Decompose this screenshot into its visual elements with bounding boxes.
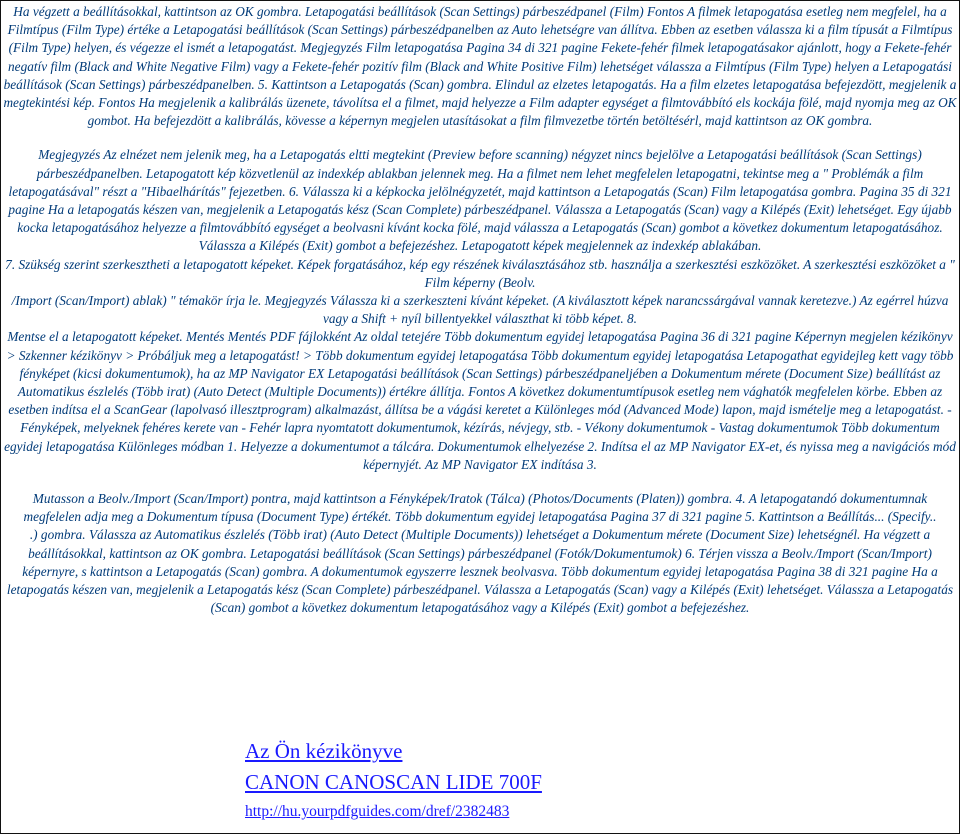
paragraph-5: Mentse el a letapogatott képeket. Mentés Mentés PDF fájlokként Az oldal tetejére Több dokumentum egyidej letapogatása Pagina 36 di 321 pagine Képernyn megjelen kézikönyv > Szkenner kézikönyv > Próbáljuk meg a letapogatást! > Több dokumentum egyidej letapogatása Több dokumentum egyidej letapogatása Letapogathat egyidejleg kett vagy több fényképet (kicsi dokumentumok), ha az MP Navigator EX Letapogatási beállítások (Scan Settings) párbeszédpaneljében a Dokumentum mérete (Document Size) beállítást az Automatikus észlelés (Több irat) (Auto Detect (Multiple Documents)) értékre állítja. Fontos A következ dokumentumtípusok esetleg nem vághatók megfelelen körbe. Ebben az esetben indítsa el a ScanGear (lapolvasó illesztprogram) alkalmazást, állítsa be a vágási keretet a Különleges mód (Advanced Mode) lapon, majd ismételje meg a letapogatást. - Fényképek, melyeknek fehéres kerete van - Fehér lapra nyomtatott dokumentumok, kézírás, névjegy, stb. - Vékony dokumentumok - Vastag dokumentumok Több dokumentum egyidej letapogatása Különleges módban 1. Helyezze a dokumentumot a tálcára. Dokumentumok elhelyezése 2. Indítsa el az MP Navigator EX-et, és nyissa meg a navigációs mód képernyjét. Az MP Navigator EX indítása 3. (4, 329, 956, 472)
paragraph-2: Megjegyzés Az elnézet nem jelenik meg, ha a Letapogatás eltti megtekint (Preview before scanning) négyzet nincs bejelölve a Letapogatási beállítások (Scan Settings) párbeszédpanelben. Letapogatott kép közvetlenül az indexkép ablakban jelennek meg. Ha a filmet nem lehet megfelelen letapogatni, tekintse meg a " Problémák a film letapogatásával" részt a "Hibaelhárítás" fejezetben. 6. Válassza ki a képkocka jelölnégyzetét, majd kattintson a Letapogatás (Scan) Film letapogatása gombra. Pagina 35 di 321 pagine Ha a letapogatás készen van, megjelenik a Letapogatás kész (Scan Complete) párbeszédpanel. Válassza a Letapogatás (Scan) vagy a Kilépés (Exit) lehetséget. Egy újabb kocka letapogatásához helyezze a filmtovábbító egységet a beolvasni kívánt kocka fölé, majd válassza a Letapogatás (Scan) gombot a következ dokumentum letapogatásához. Válassza a Kilépés (Exit) gombot a befejezéshez. Letapogatott képek megjelennek az indexkép ablakában. (8, 147, 952, 254)
paragraph-7: .) gombra. Válassza az Automatikus észlelés (Több irat) (Auto Detect (Multiple Documents)) lehetséget a Dokumentum mérete (Document Size) lehetségnél. Ha végzett a beállításokkal, kattintson az OK gombra. Letapogatási beállítások (Scan Settings) párbeszédpanel (Fotók/Dokumentumok) 6. Térjen vissza a Beolv./Import (Scan/Import) képernyre, s kattintson a Letapogatás (Scan) gombra. A dokumentumok egyszerre lesznek beolvasva. Több dokumentum egyidej letapogatása Pagina 38 di 321 pagine Ha a letapogatás készen van, megjelenik a Letapogatás kész (Scan Complete) párbeszédpanel. Válassza a Letapogatás (Scan) vagy a Kilépés (Exit) lehetséget. Válassza a Letapogatás (Scan) gombot a következ dokumentum letapogatásához vagy a Kilépés (Exit) gombot a befejezéshez. (6, 527, 954, 616)
paragraph-3: 7. Szükség szerint szerkesztheti a letapogatott képeket. Képek forgatásához, kép egy részének kiválasztásához stb. használja a szerkesztési eszközöket. A szerkesztési eszközöket a " Film képerny (Beolv. (5, 256, 955, 290)
paragraph-4: /Import (Scan/Import) ablak) " témakör írja le. Megjegyzés Válassza ki a szerkeszteni kívánt képeket. (A kiválasztott képek narancssárgával vannak keretezve.) Az egérrel húzva vagy a Shift + nyíl billentyekkel választhat ki több képet. 8. (11, 293, 949, 327)
source-url-link[interactable]: http://hu.yourpdfguides.com/dref/2382483 (245, 803, 510, 820)
manual-body-text (3, 3, 957, 618)
paragraph-1: Ha végzett a beállításokkal, kattintson az OK gombra. Letapogatási beállítások (Scan Settings) párbeszédpanel (Film) Fontos A filmek letapogatása esetleg nem megfelel, ha a Filmtípus (Film Type) értéke a Letapogatási beállítások (Scan Settings) párbeszédpanelben az Auto lehetségre van állítva. Ebben az esetben válassza ki a film típusát a Filmtípus (Film Type) helyen, és végezze el ismét a letapogatást. Megjegyzés Film letapogatása Pagina 34 di 321 pagine Fekete-fehér filmek letapogatásakor ajánlott, hogy a Fekete-fehér negatív film (Black and White Negative Film) vagy a Fekete-fehér pozitív film (Black and White Positive Film) lehetséget válassza a Filmtípus (Film Type) helyen a Letapogatási beállítások (Scan Settings) párbeszédpanelben. 5. Kattintson a Letapogatás (Scan) gombra. Elindul az elzetes letapogatás. Ha a film elzetes letapogatása befejezdött, megjelenik a megtekintési kép. Fontos Ha megjelenik a kalibrálás üzenete, távolítsa el a filmet, majd helyezze a Film adapter egységet a filmtovábbító els kockája fölé, majd nyomja meg az OK gombot. Ha befejezdött a kalibrálás, kövesse a képernyn megjelen utasításokat a film filmvezetbe történ betöltésérl, majd kattintson az OK gombra. (3, 4, 957, 129)
product-name-link[interactable]: CANON CANOSCAN LIDE 700F (245, 770, 542, 794)
paragraph-6: Mutasson a Beolv./Import (Scan/Import) pontra, majd kattintson a Fényképek/Iratok (Tálca) (Photos/Documents (Platen)) gombra. 4. A letapogatandó dokumentumnak megfelelen adja meg a Dokumentum típusa (Document Type) értékét. Több dokumentum egyidej letapogatása Pagina 37 di 321 pagine 5. Kattintson a Beállítás... (Specify.. (23, 491, 937, 525)
footer-links (245, 737, 542, 822)
manual-title-link[interactable]: Az Ön kézikönyve (245, 739, 403, 763)
